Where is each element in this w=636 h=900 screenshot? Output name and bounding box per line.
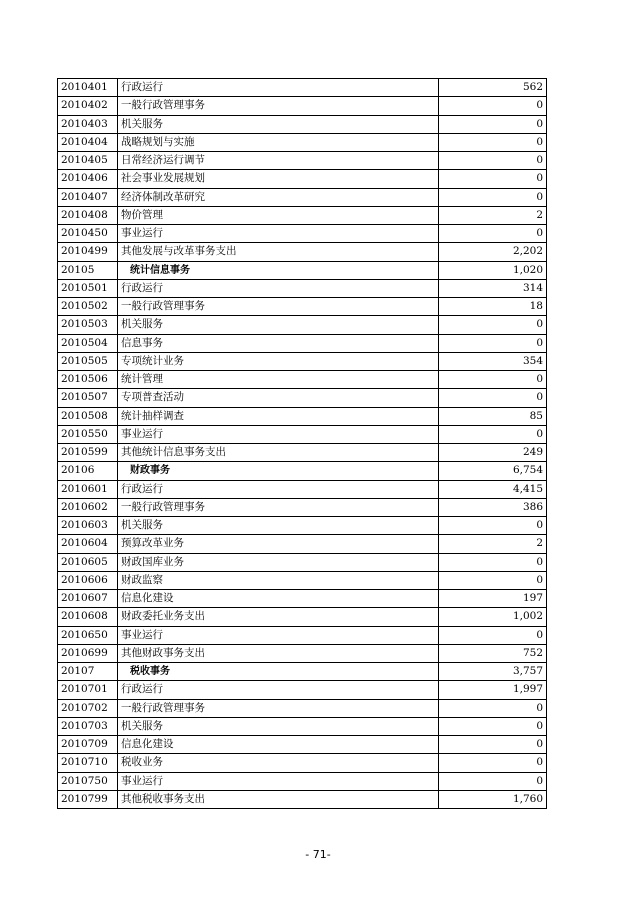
amount-cell: 1,760 bbox=[439, 790, 547, 808]
name-cell: 统计抽样调查 bbox=[118, 407, 439, 425]
table-row bbox=[58, 152, 547, 170]
amount-cell: 0 bbox=[439, 334, 547, 352]
table-row bbox=[58, 608, 547, 626]
table-row bbox=[58, 97, 547, 115]
category-row bbox=[58, 261, 547, 279]
code-cell: 2010504 bbox=[58, 334, 118, 352]
amount-cell: 1,002 bbox=[439, 608, 547, 626]
code-cell: 2010799 bbox=[58, 790, 118, 808]
name-cell: 机关服务 bbox=[118, 717, 439, 735]
name-cell: 一般行政管理事务 bbox=[118, 298, 439, 316]
code-cell: 2010550 bbox=[58, 425, 118, 443]
amount-cell: 0 bbox=[439, 170, 547, 188]
code-cell: 2010408 bbox=[58, 206, 118, 224]
amount-cell: 6,754 bbox=[439, 462, 547, 480]
table-row bbox=[58, 736, 547, 754]
table-row bbox=[58, 699, 547, 717]
code-cell: 2010709 bbox=[58, 736, 118, 754]
amount-cell: 1,020 bbox=[439, 261, 547, 279]
amount-cell: 562 bbox=[439, 79, 547, 97]
amount-cell: 354 bbox=[439, 352, 547, 370]
name-cell: 机关服务 bbox=[118, 316, 439, 334]
amount-cell: 0 bbox=[439, 188, 547, 206]
code-cell: 2010503 bbox=[58, 316, 118, 334]
code-cell: 2010702 bbox=[58, 699, 118, 717]
amount-cell: 0 bbox=[439, 571, 547, 589]
table-row bbox=[58, 115, 547, 133]
amount-cell: 85 bbox=[439, 407, 547, 425]
code-cell: 2010750 bbox=[58, 772, 118, 790]
name-cell: 财政监察 bbox=[118, 571, 439, 589]
amount-cell: 1,997 bbox=[439, 681, 547, 699]
budget-table bbox=[57, 78, 547, 809]
name-cell: 统计管理 bbox=[118, 371, 439, 389]
name-cell: 其他财政事务支出 bbox=[118, 644, 439, 662]
code-cell: 2010401 bbox=[58, 79, 118, 97]
code-cell: 2010406 bbox=[58, 170, 118, 188]
table-row bbox=[58, 517, 547, 535]
name-cell: 社会事业发展规划 bbox=[118, 170, 439, 188]
name-cell: 信息化建设 bbox=[118, 736, 439, 754]
name-cell: 预算改革业务 bbox=[118, 535, 439, 553]
code-cell: 2010507 bbox=[58, 389, 118, 407]
name-cell: 其他税收事务支出 bbox=[118, 790, 439, 808]
amount-cell: 0 bbox=[439, 225, 547, 243]
table-row bbox=[58, 298, 547, 316]
table-row bbox=[58, 498, 547, 516]
code-cell: 2010650 bbox=[58, 626, 118, 644]
name-cell: 其他统计信息事务支出 bbox=[118, 444, 439, 462]
code-cell: 20107 bbox=[58, 663, 118, 681]
name-cell: 事业运行 bbox=[118, 772, 439, 790]
code-cell: 2010601 bbox=[58, 480, 118, 498]
amount-cell: 3,757 bbox=[439, 663, 547, 681]
code-cell: 20105 bbox=[58, 261, 118, 279]
name-cell: 税收业务 bbox=[118, 754, 439, 772]
amount-cell: 0 bbox=[439, 772, 547, 790]
amount-cell: 0 bbox=[439, 699, 547, 717]
name-cell: 一般行政管理事务 bbox=[118, 699, 439, 717]
name-cell: 行政运行 bbox=[118, 79, 439, 97]
code-cell: 2010710 bbox=[58, 754, 118, 772]
name-cell: 信息事务 bbox=[118, 334, 439, 352]
table-row bbox=[58, 590, 547, 608]
name-cell: 行政运行 bbox=[118, 681, 439, 699]
amount-cell: 197 bbox=[439, 590, 547, 608]
amount-cell: 2 bbox=[439, 535, 547, 553]
amount-cell: 249 bbox=[439, 444, 547, 462]
amount-cell: 0 bbox=[439, 316, 547, 334]
budget-table-body bbox=[58, 79, 547, 809]
category-row bbox=[58, 663, 547, 681]
table-row bbox=[58, 352, 547, 370]
code-cell: 2010506 bbox=[58, 371, 118, 389]
name-cell: 事业运行 bbox=[118, 425, 439, 443]
amount-cell: 386 bbox=[439, 498, 547, 516]
code-cell: 2010499 bbox=[58, 243, 118, 261]
name-cell: 战略规划与实施 bbox=[118, 133, 439, 151]
name-cell: 财政委托业务支出 bbox=[118, 608, 439, 626]
code-cell: 2010603 bbox=[58, 517, 118, 535]
code-cell: 2010502 bbox=[58, 298, 118, 316]
table-row bbox=[58, 535, 547, 553]
name-cell: 其他发展与改革事务支出 bbox=[118, 243, 439, 261]
table-row bbox=[58, 553, 547, 571]
name-cell: 行政运行 bbox=[118, 279, 439, 297]
code-cell: 2010703 bbox=[58, 717, 118, 735]
code-cell: 2010407 bbox=[58, 188, 118, 206]
amount-cell: 0 bbox=[439, 97, 547, 115]
code-cell: 2010505 bbox=[58, 352, 118, 370]
code-cell: 2010508 bbox=[58, 407, 118, 425]
table-row bbox=[58, 754, 547, 772]
name-cell: 物价管理 bbox=[118, 206, 439, 224]
table-row bbox=[58, 225, 547, 243]
amount-cell: 0 bbox=[439, 626, 547, 644]
amount-cell: 0 bbox=[439, 425, 547, 443]
table-row bbox=[58, 772, 547, 790]
code-cell: 2010404 bbox=[58, 133, 118, 151]
code-cell: 2010450 bbox=[58, 225, 118, 243]
table-row bbox=[58, 444, 547, 462]
code-cell: 2010501 bbox=[58, 279, 118, 297]
amount-cell: 0 bbox=[439, 553, 547, 571]
name-cell: 机关服务 bbox=[118, 517, 439, 535]
amount-cell: 0 bbox=[439, 389, 547, 407]
table-row bbox=[58, 188, 547, 206]
table-row bbox=[58, 79, 547, 97]
amount-cell: 0 bbox=[439, 371, 547, 389]
page-number: - 71- bbox=[305, 848, 331, 861]
code-cell: 2010607 bbox=[58, 590, 118, 608]
name-cell: 行政运行 bbox=[118, 480, 439, 498]
name-cell: 财政国库业务 bbox=[118, 553, 439, 571]
table-row bbox=[58, 389, 547, 407]
amount-cell: 2,202 bbox=[439, 243, 547, 261]
table-row bbox=[58, 407, 547, 425]
name-cell: 税收事务 bbox=[118, 663, 439, 681]
table-row bbox=[58, 425, 547, 443]
amount-cell: 2 bbox=[439, 206, 547, 224]
table-row bbox=[58, 371, 547, 389]
name-cell: 一般行政管理事务 bbox=[118, 97, 439, 115]
code-cell: 20106 bbox=[58, 462, 118, 480]
amount-cell: 0 bbox=[439, 717, 547, 735]
amount-cell: 0 bbox=[439, 517, 547, 535]
amount-cell: 4,415 bbox=[439, 480, 547, 498]
table-row bbox=[58, 243, 547, 261]
name-cell: 一般行政管理事务 bbox=[118, 498, 439, 516]
amount-cell: 18 bbox=[439, 298, 547, 316]
name-cell: 机关服务 bbox=[118, 115, 439, 133]
name-cell: 经济体制改革研究 bbox=[118, 188, 439, 206]
code-cell: 2010606 bbox=[58, 571, 118, 589]
amount-cell: 0 bbox=[439, 115, 547, 133]
name-cell: 事业运行 bbox=[118, 626, 439, 644]
code-cell: 2010402 bbox=[58, 97, 118, 115]
table-row bbox=[58, 480, 547, 498]
name-cell: 信息化建设 bbox=[118, 590, 439, 608]
amount-cell: 0 bbox=[439, 152, 547, 170]
name-cell: 专项统计业务 bbox=[118, 352, 439, 370]
code-cell: 2010701 bbox=[58, 681, 118, 699]
code-cell: 2010602 bbox=[58, 498, 118, 516]
amount-cell: 752 bbox=[439, 644, 547, 662]
code-cell: 2010599 bbox=[58, 444, 118, 462]
table-row bbox=[58, 206, 547, 224]
name-cell: 日常经济运行调节 bbox=[118, 152, 439, 170]
table-row bbox=[58, 644, 547, 662]
code-cell: 2010608 bbox=[58, 608, 118, 626]
name-cell: 专项普查活动 bbox=[118, 389, 439, 407]
table-row bbox=[58, 681, 547, 699]
name-cell: 统计信息事务 bbox=[118, 261, 439, 279]
table-row bbox=[58, 571, 547, 589]
name-cell: 财政事务 bbox=[118, 462, 439, 480]
code-cell: 2010405 bbox=[58, 152, 118, 170]
code-cell: 2010403 bbox=[58, 115, 118, 133]
code-cell: 2010605 bbox=[58, 553, 118, 571]
table-row bbox=[58, 170, 547, 188]
code-cell: 2010604 bbox=[58, 535, 118, 553]
amount-cell: 0 bbox=[439, 754, 547, 772]
table-row bbox=[58, 316, 547, 334]
table-row bbox=[58, 334, 547, 352]
name-cell: 事业运行 bbox=[118, 225, 439, 243]
code-cell: 2010699 bbox=[58, 644, 118, 662]
table-row bbox=[58, 717, 547, 735]
table-row bbox=[58, 790, 547, 808]
category-row bbox=[58, 462, 547, 480]
table-row bbox=[58, 279, 547, 297]
table-row bbox=[58, 626, 547, 644]
table-row bbox=[58, 133, 547, 151]
amount-cell: 314 bbox=[439, 279, 547, 297]
amount-cell: 0 bbox=[439, 736, 547, 754]
amount-cell: 0 bbox=[439, 133, 547, 151]
